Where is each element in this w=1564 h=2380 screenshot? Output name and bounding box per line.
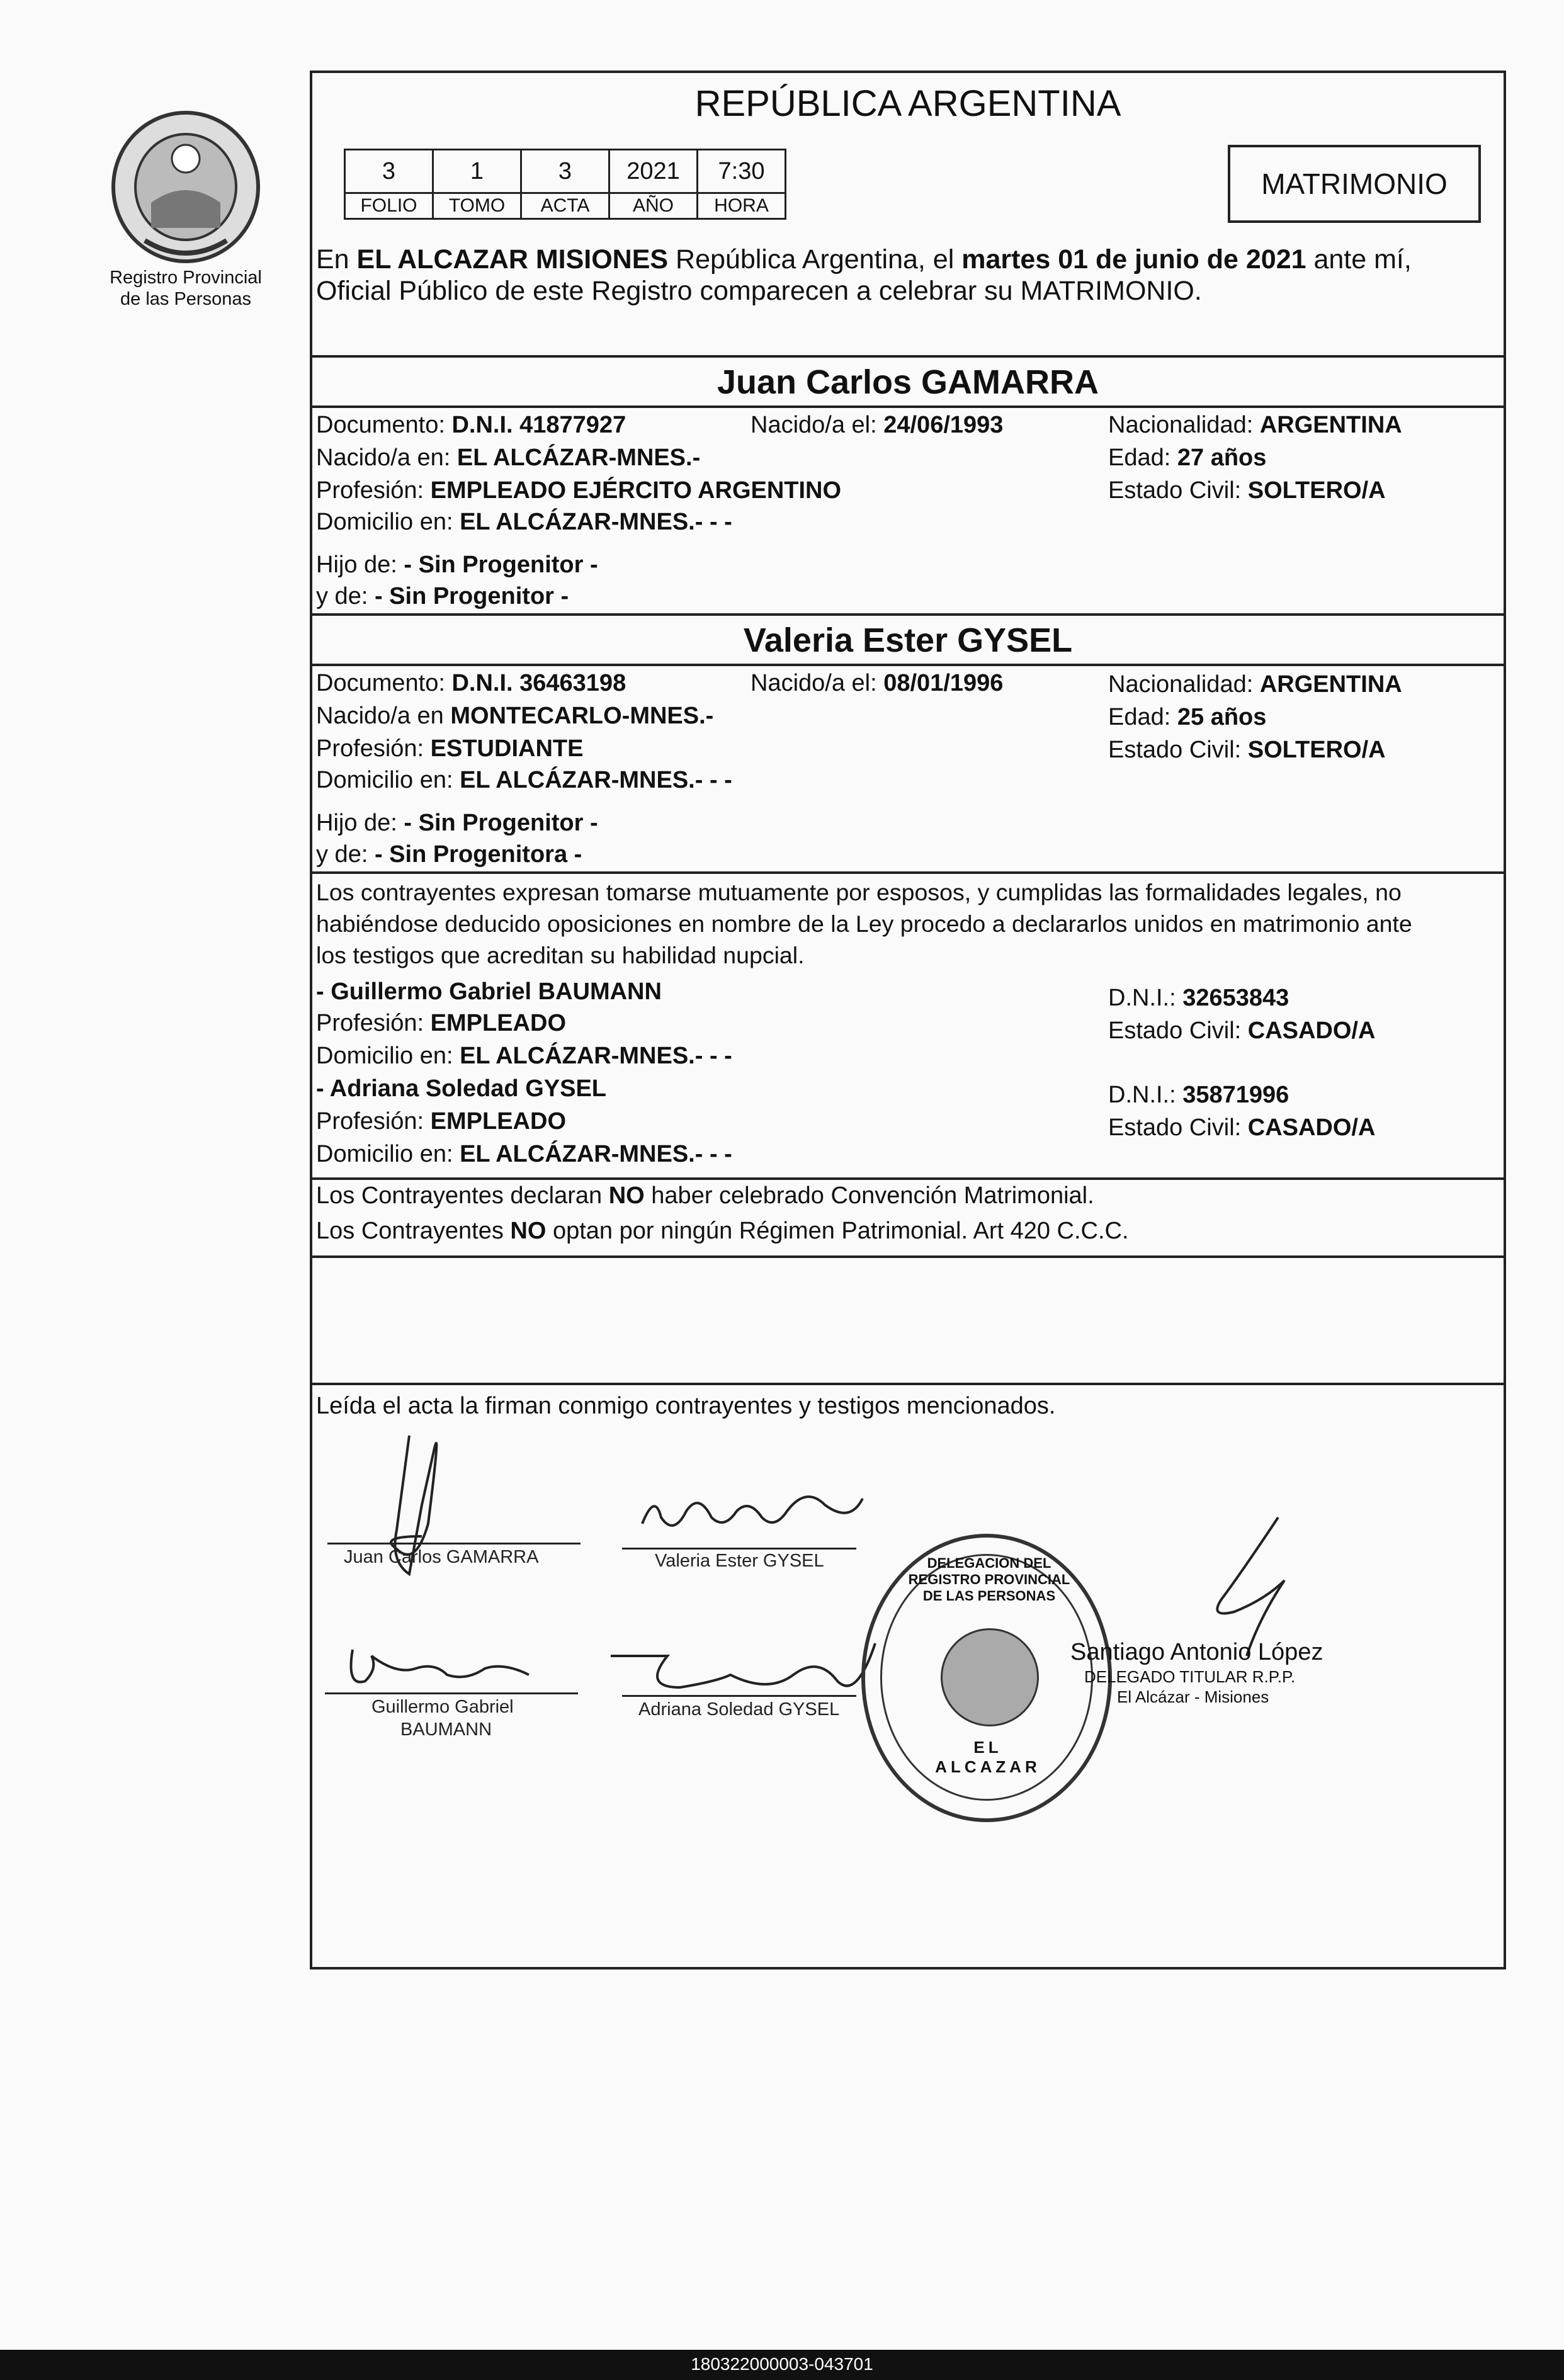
intro-text: República Argentina, el <box>668 244 962 275</box>
bride-born-in <box>316 701 713 730</box>
label: Edad: <box>1108 704 1177 730</box>
bride-profession <box>316 734 583 763</box>
registry-line-1: Registro Provincial <box>110 268 262 288</box>
witness-1-profession <box>316 1009 566 1038</box>
value: EL ALCÁZAR-MNES.- - - <box>460 1043 732 1069</box>
divider <box>310 1383 1506 1385</box>
official-title: DELEGADO TITULAR R.P.P. <box>1084 1667 1296 1686</box>
value: ARGENTINA <box>1259 412 1402 438</box>
seal-ring-text: DELEGACION DEL REGISTRO PROVINCIAL DE LAS PERSONAS <box>908 1555 1070 1604</box>
regime-line-1 <box>316 1181 1094 1210</box>
label: Domicilio en: <box>316 509 460 535</box>
value: CASADO/A <box>1247 1114 1376 1141</box>
declaration-line-3: los testigos que acreditan su habilidad nupcial. <box>316 942 805 968</box>
text: Los Contrayentes <box>316 1218 511 1244</box>
value: EL ALCÁZAR-MNES.- - - <box>460 767 732 793</box>
province-seal-logo <box>107 108 264 266</box>
witness-2-dni <box>1108 1080 1289 1109</box>
registry-name <box>91 267 280 310</box>
divider <box>310 613 1506 616</box>
value: EL ALCÁZAR-MNES.- <box>456 445 701 471</box>
label: Domicilio en: <box>316 1141 460 1167</box>
bride-document <box>316 669 626 698</box>
label: Hijo de: <box>316 810 404 836</box>
declaration-line-2: habiéndose deducido oposiciones en nombre de la Ley procedo a declararlos unidos en matrimonio ante <box>316 910 1412 937</box>
value: - Sin Progenitor - <box>374 583 569 609</box>
signature-line <box>327 1543 581 1544</box>
witness-2-address <box>316 1140 732 1169</box>
label: Profesión: <box>316 735 431 762</box>
tomo-value: 1 <box>433 150 521 193</box>
year-value: 2021 <box>609 150 698 193</box>
label: Hijo de: <box>316 552 404 578</box>
value: CASADO/A <box>1247 1017 1376 1044</box>
witness-2-civil-status <box>1108 1113 1375 1142</box>
groom-civil-status <box>1108 476 1386 505</box>
hour-label: HORA <box>698 193 786 219</box>
record-table <box>344 149 786 220</box>
intro-line-2: Oficial Público de este Registro comparecen a celebrar su MATRIMONIO. <box>316 276 1202 306</box>
groom-profession <box>316 476 841 505</box>
seal-emblem-icon <box>941 1628 1039 1726</box>
value: 35871996 <box>1182 1082 1289 1108</box>
label: Nacido/a en: <box>316 445 457 471</box>
label: Domicilio en: <box>316 1043 460 1069</box>
intro-text: En <box>316 244 357 275</box>
groom-nationality <box>1108 411 1402 439</box>
label: Nacido/a el: <box>751 412 884 438</box>
label: Domicilio en: <box>316 767 460 793</box>
label: y de: <box>316 583 375 609</box>
label: Edad: <box>1108 445 1177 471</box>
value: EMPLEADO <box>430 1010 567 1036</box>
year-label: AÑO <box>609 193 698 219</box>
signature-line <box>622 1695 856 1697</box>
signature-line <box>325 1692 578 1694</box>
value: ESTUDIANTE <box>430 735 584 762</box>
intro-date: martes 01 de junio de 2021 <box>961 244 1306 275</box>
divider <box>310 1177 1506 1180</box>
value: SOLTERO/A <box>1247 477 1386 504</box>
groom-born-date <box>751 411 1003 439</box>
official-name: Santiago Antonio López <box>1070 1639 1323 1665</box>
label: Nacido/a en <box>316 703 451 729</box>
divider <box>310 1255 1506 1258</box>
acta-value: 3 <box>521 150 609 193</box>
value: - Sin Progenitor - <box>404 552 598 578</box>
text: NO <box>608 1182 645 1209</box>
bride-civil-status <box>1108 735 1386 764</box>
groom-signature <box>353 1410 491 1599</box>
bride-name: Valeria Ester GYSEL <box>743 621 1073 659</box>
signature-intro: Leída el acta la firman conmigo contrayentes y testigos mencionados. <box>316 1393 1056 1419</box>
value: EMPLEADO <box>430 1108 567 1135</box>
regime-line-2 <box>316 1216 1129 1245</box>
groom-age <box>1108 443 1266 472</box>
bride-age <box>1108 703 1266 732</box>
witness-2-profession <box>316 1107 566 1136</box>
tomo-label: TOMO <box>433 193 521 219</box>
bride-born-date <box>751 669 1003 698</box>
divider <box>310 871 1506 874</box>
value: 24/06/1993 <box>883 412 1004 438</box>
label: Nacionalidad: <box>1108 671 1260 698</box>
label: Estado Civil: <box>1108 1114 1248 1141</box>
value: - Sin Progenitor - <box>404 810 598 836</box>
label: D.N.I.: <box>1108 1082 1183 1108</box>
value: EMPLEADO EJÉRCITO ARGENTINO <box>430 477 842 504</box>
label: Documento: <box>316 412 452 438</box>
registry-line-2: de las Personas <box>120 289 251 309</box>
divider <box>310 355 1506 358</box>
label: Documento: <box>316 670 452 696</box>
document-code: 180322000003-043701 <box>691 2354 873 2374</box>
label: Estado Civil: <box>1108 1017 1248 1044</box>
declaration-line-1: Los contrayentes expresan tomarse mutuamente por esposos, y cumplidas las formalidades legales, no <box>316 879 1402 905</box>
intro-text: ante mí, <box>1306 244 1412 275</box>
value: D.N.I. 36463198 <box>451 670 626 696</box>
divider <box>310 664 1506 666</box>
record-type-box: MATRIMONIO <box>1228 145 1481 223</box>
intro-place: EL ALCAZAR MISIONES <box>356 244 669 275</box>
groom-document <box>316 411 626 439</box>
groom-signature-name: Juan Carlos GAMARRA <box>344 1547 539 1567</box>
witness-1-dni <box>1108 983 1289 1012</box>
label: Nacionalidad: <box>1108 412 1260 438</box>
value: D.N.I. 41877927 <box>451 412 626 438</box>
hour-value: 7:30 <box>698 150 786 193</box>
value: 27 años <box>1177 445 1267 471</box>
value: - Sin Progenitora - <box>374 841 582 868</box>
label: Estado Civil: <box>1108 477 1248 504</box>
witness-1-civil-status <box>1108 1016 1375 1045</box>
label: Profesión: <box>316 1108 431 1135</box>
text: Los Contrayentes declaran <box>316 1182 609 1209</box>
witness-2-signature-name: Adriana Soledad GYSEL <box>638 1699 840 1720</box>
text: haber celebrado Convención Matrimonial. <box>644 1182 1094 1209</box>
label: D.N.I.: <box>1108 985 1183 1011</box>
value: ARGENTINA <box>1259 671 1402 698</box>
bride-parent-2 <box>316 840 582 869</box>
value: EL ALCÁZAR-MNES.- - - <box>460 1141 732 1167</box>
label: Estado Civil: <box>1108 737 1248 763</box>
value: SOLTERO/A <box>1247 737 1386 763</box>
value: 32653843 <box>1182 985 1289 1011</box>
signature-line <box>622 1548 856 1550</box>
groom-address <box>316 507 732 536</box>
bride-parent-1 <box>316 808 598 837</box>
text: optan por ningún Régimen Patrimonial. Art 420 C.C.C. <box>546 1218 1129 1244</box>
bride-nationality <box>1108 670 1402 699</box>
groom-parent-2 <box>316 582 569 611</box>
seal-center-text: EL ALCAZAR <box>935 1738 1041 1776</box>
bride-address <box>316 766 732 795</box>
acta-label: ACTA <box>521 193 609 219</box>
groom-parent-1 <box>316 550 598 579</box>
page-title: REPÚBLICA ARGENTINA <box>694 83 1121 124</box>
witness-1-name: - Guillermo Gabriel BAUMANN <box>316 978 662 1005</box>
intro-line-1 <box>316 243 1412 276</box>
label: Profesión: <box>316 1010 431 1036</box>
witness-1-signature <box>340 1637 541 1700</box>
label: Profesión: <box>316 477 431 504</box>
value: EL ALCÁZAR-MNES.- - - <box>460 509 732 535</box>
folio-value: 3 <box>345 150 433 193</box>
value: 08/01/1996 <box>883 670 1004 696</box>
groom-born-in <box>316 443 700 472</box>
divider <box>310 405 1506 408</box>
bride-signature-name: Valeria Ester GYSEL <box>655 1551 824 1571</box>
official-place: El Alcázar - Misiones <box>1117 1687 1269 1706</box>
bride-signature <box>636 1480 869 1549</box>
folio-label: FOLIO <box>345 193 433 219</box>
label: Nacido/a el: <box>751 670 884 696</box>
witness-2-name: - Adriana Soledad GYSEL <box>316 1075 607 1102</box>
value: MONTECARLO-MNES.- <box>450 703 714 729</box>
witness-1-address <box>316 1041 732 1070</box>
witness-1-signature-name-b: BAUMANN <box>400 1720 492 1740</box>
value: 25 años <box>1177 704 1267 730</box>
witness-1-signature-name-a: Guillermo Gabriel <box>371 1697 514 1717</box>
label: y de: <box>316 841 375 868</box>
text: NO <box>510 1218 547 1244</box>
groom-name: Juan Carlos GAMARRA <box>717 363 1099 401</box>
